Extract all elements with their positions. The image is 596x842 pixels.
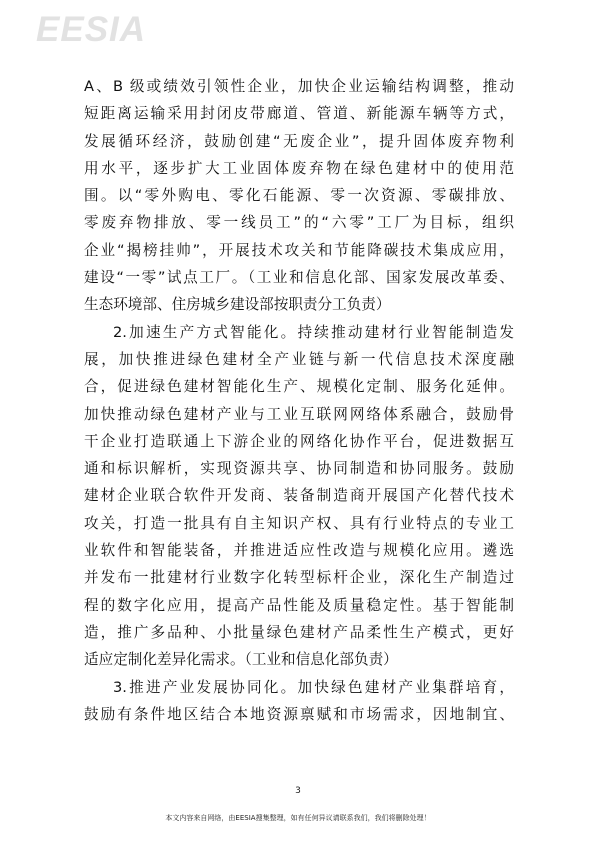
text-line: 短距离运输采用封闭皮带廊道、管道、新能源车辆等方式， xyxy=(84,105,514,123)
text-line: 用水平，逐步扩大工业固体废弃物在绿色建材中的使用范 xyxy=(84,159,514,177)
text-line: 3.推进产业发展协同化。加快绿色建材产业集群培育， xyxy=(113,678,514,696)
text-line: 2.加速生产方式智能化。持续推动建材行业智能制造发 xyxy=(113,323,514,341)
text-line: 建设“一零”试点工厂。（工业和信息化部、国家发展改革委、 xyxy=(84,269,514,287)
text-line: 加快推动绿色建材产业与工业互联网网络体系融合，鼓励骨 xyxy=(84,405,514,423)
text-line: A、B 级或绩效引领性企业，加快企业运输结构调整，推动 xyxy=(84,78,514,95)
text-line: 企业“揭榜挂帅”，开展技术攻关和节能降碳技术集成应用， xyxy=(84,241,514,259)
text-line: 程的数字化应用，提高产品性能及质量稳定性。基于智能制 xyxy=(84,596,514,614)
text-line: 造，推广多品种、小批量绿色建材产品柔性生产模式，更好 xyxy=(84,623,514,641)
text-line: 攻关，打造一批具有自主知识产权、具有行业特点的专业工 xyxy=(84,514,514,532)
text-line: 生态环境部、住房城乡建设部按职责分工负责） xyxy=(84,296,391,314)
text-line: 发展循环经济，鼓励创建“无废企业”，提升固体废弃物利 xyxy=(84,132,514,150)
text-line: 鼓励有条件地区结合本地资源禀赋和市场需求，因地制宜、 xyxy=(84,705,514,723)
text-line: 合，促进绿色建材智能化生产、规模化定制、服务化延伸。 xyxy=(84,378,514,396)
text-line: 通和标识解析，实现资源共享、协同制造和协同服务。鼓励 xyxy=(84,460,514,478)
text-line: 零废弃物排放、零一线员工”的“六零”工厂为目标，组织 xyxy=(84,214,514,232)
document-body xyxy=(84,73,514,728)
text-line: 并发布一批建材行业数字化转型标杆企业，深化生产制造过 xyxy=(84,569,514,587)
text-line: 业软件和智能装备，并推进适应性改造与规模化应用。遴选 xyxy=(84,542,514,560)
text-line: 建材企业联合软件开发商、装备制造商开展国产化替代技术 xyxy=(84,487,514,505)
text-line: 适应定制化差异化需求。（工业和信息化部负责） xyxy=(84,651,398,669)
page-number: 3 xyxy=(295,786,301,796)
text-line: 围。以“零外购电、零化石能源、零一次资源、零碳排放、 xyxy=(84,187,514,205)
eesia-watermark-logo: EESIA xyxy=(36,10,147,49)
footer-notice: 本文内容来自网络，由EESIA搜集整理，如有任何异议请联系我们，我们将删除处理！ xyxy=(165,814,431,822)
text-line: 干企业打造联通上下游企业的网络化协作平台，促进数据互 xyxy=(84,432,514,450)
text-line: 展，加快推进绿色建材全产业链与新一代信息技术深度融 xyxy=(84,350,514,368)
